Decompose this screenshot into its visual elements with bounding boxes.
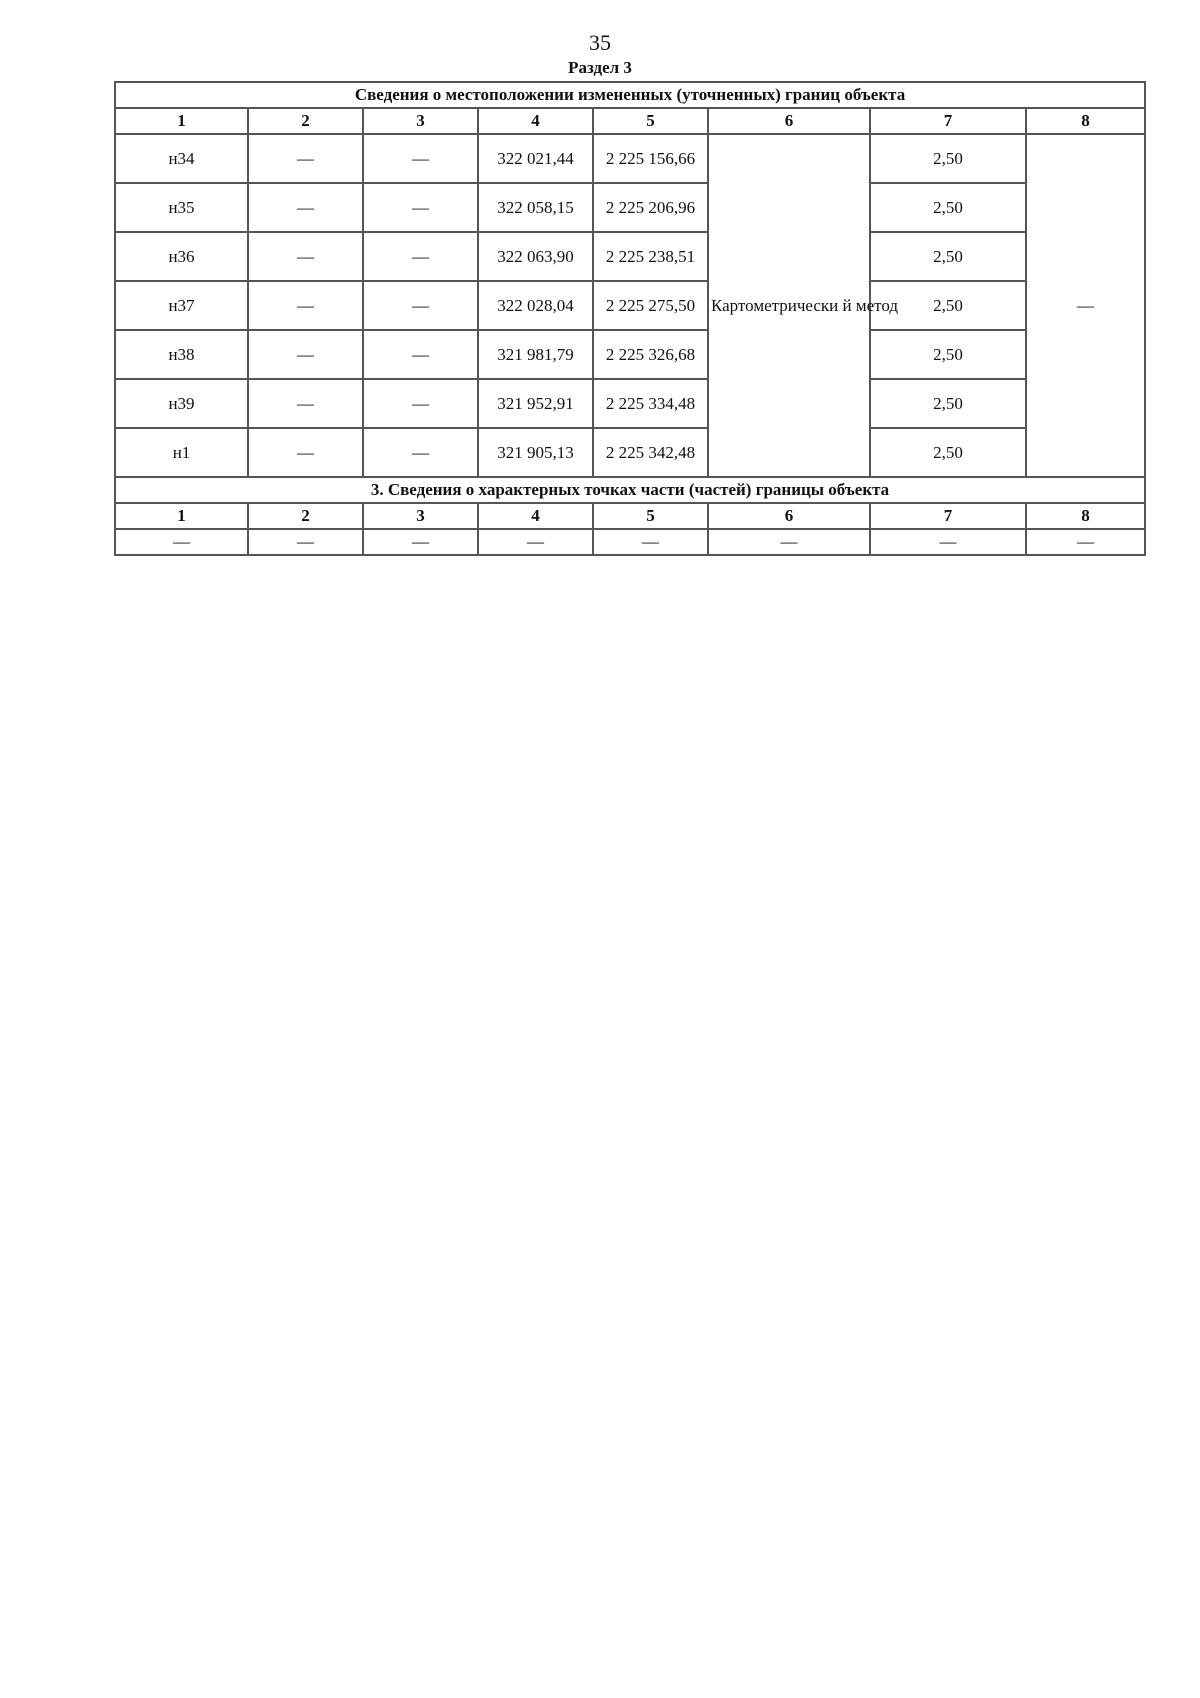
boundary-table [114, 81, 1146, 556]
point-name: н39 [115, 379, 248, 428]
column-number: 3 [363, 108, 478, 134]
point-name: н38 [115, 330, 248, 379]
y-coordinate: 2 225 206,96 [593, 183, 708, 232]
section3-title: 3. Сведения о характерных точках части (частей) границы объекта [115, 477, 1145, 503]
section3-column-numbers-row [115, 503, 1145, 529]
column-2-value: — [248, 134, 363, 183]
column-number: 1 [115, 108, 248, 134]
column-3-value: — [363, 134, 478, 183]
table-row [115, 232, 1145, 281]
table-row [115, 281, 1145, 330]
table-title-row [115, 82, 1145, 108]
column-3-value: — [363, 379, 478, 428]
accuracy-value: 2,50 [870, 183, 1026, 232]
y-coordinate: 2 225 334,48 [593, 379, 708, 428]
point-name: н34 [115, 134, 248, 183]
column-number: 2 [248, 503, 363, 529]
column-numbers-row [115, 108, 1145, 134]
y-coordinate: 2 225 156,66 [593, 134, 708, 183]
x-coordinate: 322 058,15 [478, 183, 593, 232]
table-row [115, 134, 1145, 183]
accuracy-value: 2,50 [870, 428, 1026, 477]
x-coordinate: 321 952,91 [478, 379, 593, 428]
y-coordinate: 2 225 326,68 [593, 330, 708, 379]
point-name: н35 [115, 183, 248, 232]
column-2-value: — [248, 428, 363, 477]
column-2-value: — [248, 232, 363, 281]
empty-value: — [593, 529, 708, 555]
column-number: 7 [870, 503, 1026, 529]
column-number: 8 [1026, 503, 1145, 529]
table-title: Сведения о местоположении измененных (уточненных) границ объекта [115, 82, 1145, 108]
table-row [115, 529, 1145, 555]
column-number: 6 [708, 503, 870, 529]
accuracy-value: 2,50 [870, 330, 1026, 379]
method-cell: Картометрически й метод [708, 134, 870, 477]
y-coordinate: 2 225 238,51 [593, 232, 708, 281]
point-name: н1 [115, 428, 248, 477]
table-row [115, 379, 1145, 428]
accuracy-value: 2,50 [870, 379, 1026, 428]
column-3-value: — [363, 232, 478, 281]
x-coordinate: 322 021,44 [478, 134, 593, 183]
column-3-value: — [363, 281, 478, 330]
page-number: 35 [589, 30, 611, 55]
column-8-value: — [1026, 134, 1145, 477]
empty-value: — [870, 529, 1026, 555]
empty-value: — [1026, 529, 1145, 555]
column-number: 3 [363, 503, 478, 529]
x-coordinate: 321 905,13 [478, 428, 593, 477]
empty-value: — [363, 529, 478, 555]
column-number: 8 [1026, 108, 1145, 134]
column-2-value: — [248, 330, 363, 379]
column-number: 4 [478, 108, 593, 134]
table-row [115, 183, 1145, 232]
section3-title-row [115, 477, 1145, 503]
y-coordinate: 2 225 275,50 [593, 281, 708, 330]
column-number: 4 [478, 503, 593, 529]
accuracy-value: 2,50 [870, 232, 1026, 281]
column-3-value: — [363, 428, 478, 477]
empty-value: — [248, 529, 363, 555]
column-number: 6 [708, 108, 870, 134]
table-row [115, 330, 1145, 379]
column-number: 5 [593, 108, 708, 134]
column-2-value: — [248, 281, 363, 330]
accuracy-value: 2,50 [870, 134, 1026, 183]
empty-value: — [478, 529, 593, 555]
x-coordinate: 322 063,90 [478, 232, 593, 281]
empty-value: — [708, 529, 870, 555]
x-coordinate: 321 981,79 [478, 330, 593, 379]
empty-value: — [115, 529, 248, 555]
column-2-value: — [248, 379, 363, 428]
point-name: н37 [115, 281, 248, 330]
column-2-value: — [248, 183, 363, 232]
column-number: 2 [248, 108, 363, 134]
column-3-value: — [363, 330, 478, 379]
column-3-value: — [363, 183, 478, 232]
point-name: н36 [115, 232, 248, 281]
column-number: 5 [593, 503, 708, 529]
x-coordinate: 322 028,04 [478, 281, 593, 330]
column-number: 7 [870, 108, 1026, 134]
column-number: 1 [115, 503, 248, 529]
y-coordinate: 2 225 342,48 [593, 428, 708, 477]
table-row [115, 428, 1145, 477]
accuracy-value: 2,50 [870, 281, 1026, 330]
section-title: Раздел 3 [568, 58, 632, 77]
